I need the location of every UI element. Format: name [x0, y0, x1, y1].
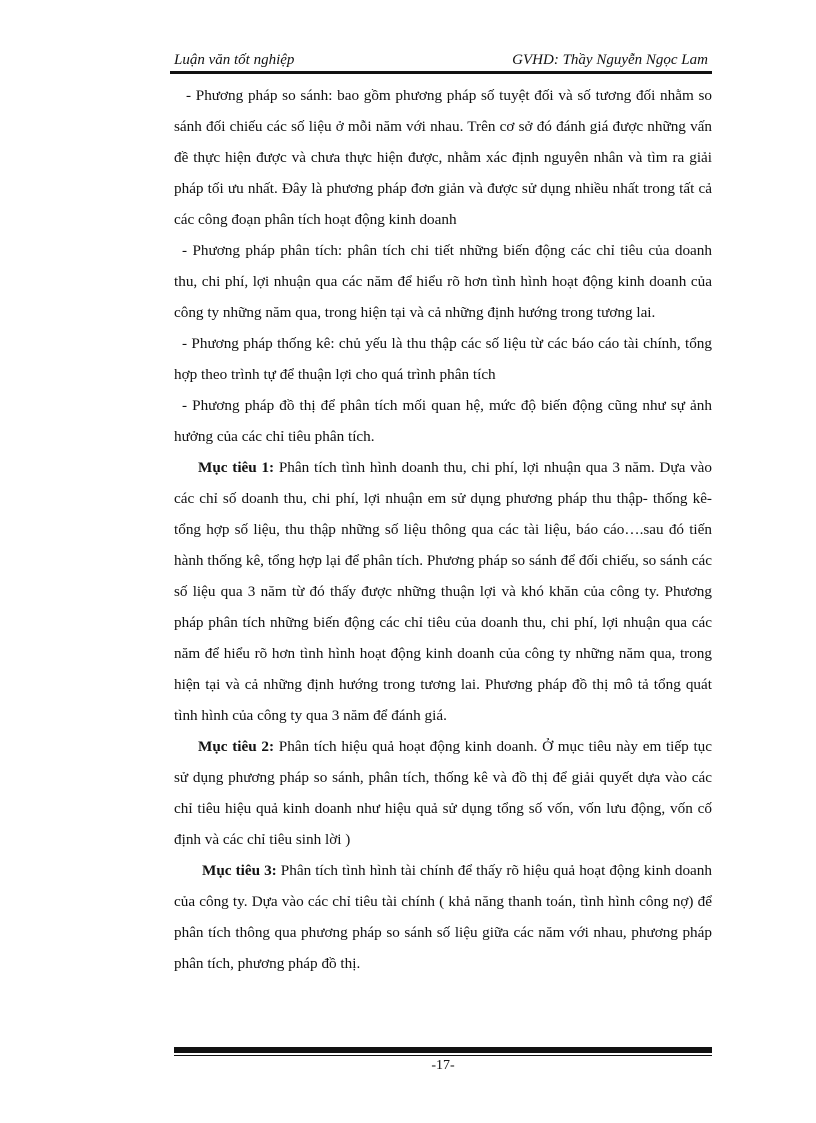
paragraph-graph-method: - Phương pháp đồ thị để phân tích mối quan hệ, mức độ biến động cũng như sự ảnh hưởng của các chỉ tiêu phân tích. — [174, 397, 712, 445]
page-number: -17- — [431, 1058, 455, 1073]
paragraph-objective-3 — [174, 855, 712, 979]
paragraph-statistics-method: - Phương pháp thống kê: chủ yếu là thu thập các số liệu từ các báo cáo tài chính, tổng hợp theo trình tự để thuận lợi cho quá trình phân tích — [174, 335, 712, 383]
objective-2-text: Phân tích hiệu quả hoạt động kinh doanh. Ở mục tiêu này em tiếp tục sử dụng phương pháp so sánh, phân tích, thống kê và đồ thị để giải quyết dựa vào các chỉ tiêu hiệu quả kinh doanh như hiệu quả sử dụng tổng số vốn, vốn lưu động, vốn cố định và các chỉ tiêu sinh lời ) — [174, 738, 712, 848]
objective-3-label: Mục tiêu 3: — [202, 862, 277, 879]
footer-divider-thick — [174, 1047, 712, 1053]
document-body — [174, 80, 712, 979]
objective-3-text: Phân tích tình hình tài chính để thấy rõ hiệu quả hoạt động kinh doanh của công ty. Dựa vào các chỉ tiêu tài chính ( khả năng thanh toán, tình hình công nợ) để phân tích thông qua phương pháp so sánh số liệu giữa các năm với nhau, phương pháp phân tích, phương pháp đồ thị. — [174, 862, 712, 972]
footer-divider-thin — [174, 1055, 712, 1056]
page-header — [170, 50, 712, 72]
objective-1-text: Phân tích tình hình doanh thu, chi phí, lợi nhuận qua 3 năm. Dựa vào các chỉ số doanh thu, chi phí, lợi nhuận em sử dụng phương pháp thu thập- thống kê- tổng hợp số liệu, thu thập những số liệu thông qua các tài liệu, báo cáo….sau đó tiến hành thống kê, tổng hợp lại để phân tích. Phương pháp so sánh để đối chiếu, so sánh các số liệu qua 3 năm từ đó thấy được những thuận lợi và khó khăn của công ty. Phương pháp phân tích những biến động các chỉ tiêu của doanh thu, chi phí, lợi nhuận qua các năm để hiểu rõ hơn tình hình hoạt động kinh doanh của công ty những năm qua, trong hiện tại và cả những định hướng trong tương lai. Phương pháp đồ thị mô tả tổng quát tình hình của công ty qua 3 năm để đánh giá. — [174, 459, 712, 724]
objective-2-label: Mục tiêu 2: — [198, 738, 275, 755]
header-advisor: GVHD: Thầy Nguyễn Ngọc Lam — [512, 52, 708, 68]
header-divider — [170, 71, 712, 74]
paragraph-comparison-method: - Phương pháp so sánh: bao gồm phương pháp số tuyệt đối và số tương đối nhằm so sánh đối chiếu các số liệu ở mỗi năm với nhau. Trên cơ sở đó đánh giá được những vấn đề thực hiện được và chưa thực hiện được, nhằm xác định nguyên nhân và tìm ra giải pháp tối ưu nhất. Đây là phương pháp đơn giản và được sử dụng nhiều nhất trong tất cả các công đoạn phân tích hoạt động kinh doanh — [174, 87, 712, 228]
paragraph-objective-2 — [174, 731, 712, 855]
paragraph-analysis-method: - Phương pháp phân tích: phân tích chi tiết những biến động các chỉ tiêu của doanh thu, chi phí, lợi nhuận qua các năm để hiểu rõ hơn tình hình hoạt động kinh doanh của công ty những năm qua, trong hiện tại và cả những định hướng trong tương lai. — [174, 242, 712, 321]
header-thesis-title: Luận văn tốt nghiệp — [174, 52, 295, 68]
objective-1-label: Mục tiêu 1: — [198, 459, 275, 476]
paragraph-objective-1 — [174, 452, 712, 731]
